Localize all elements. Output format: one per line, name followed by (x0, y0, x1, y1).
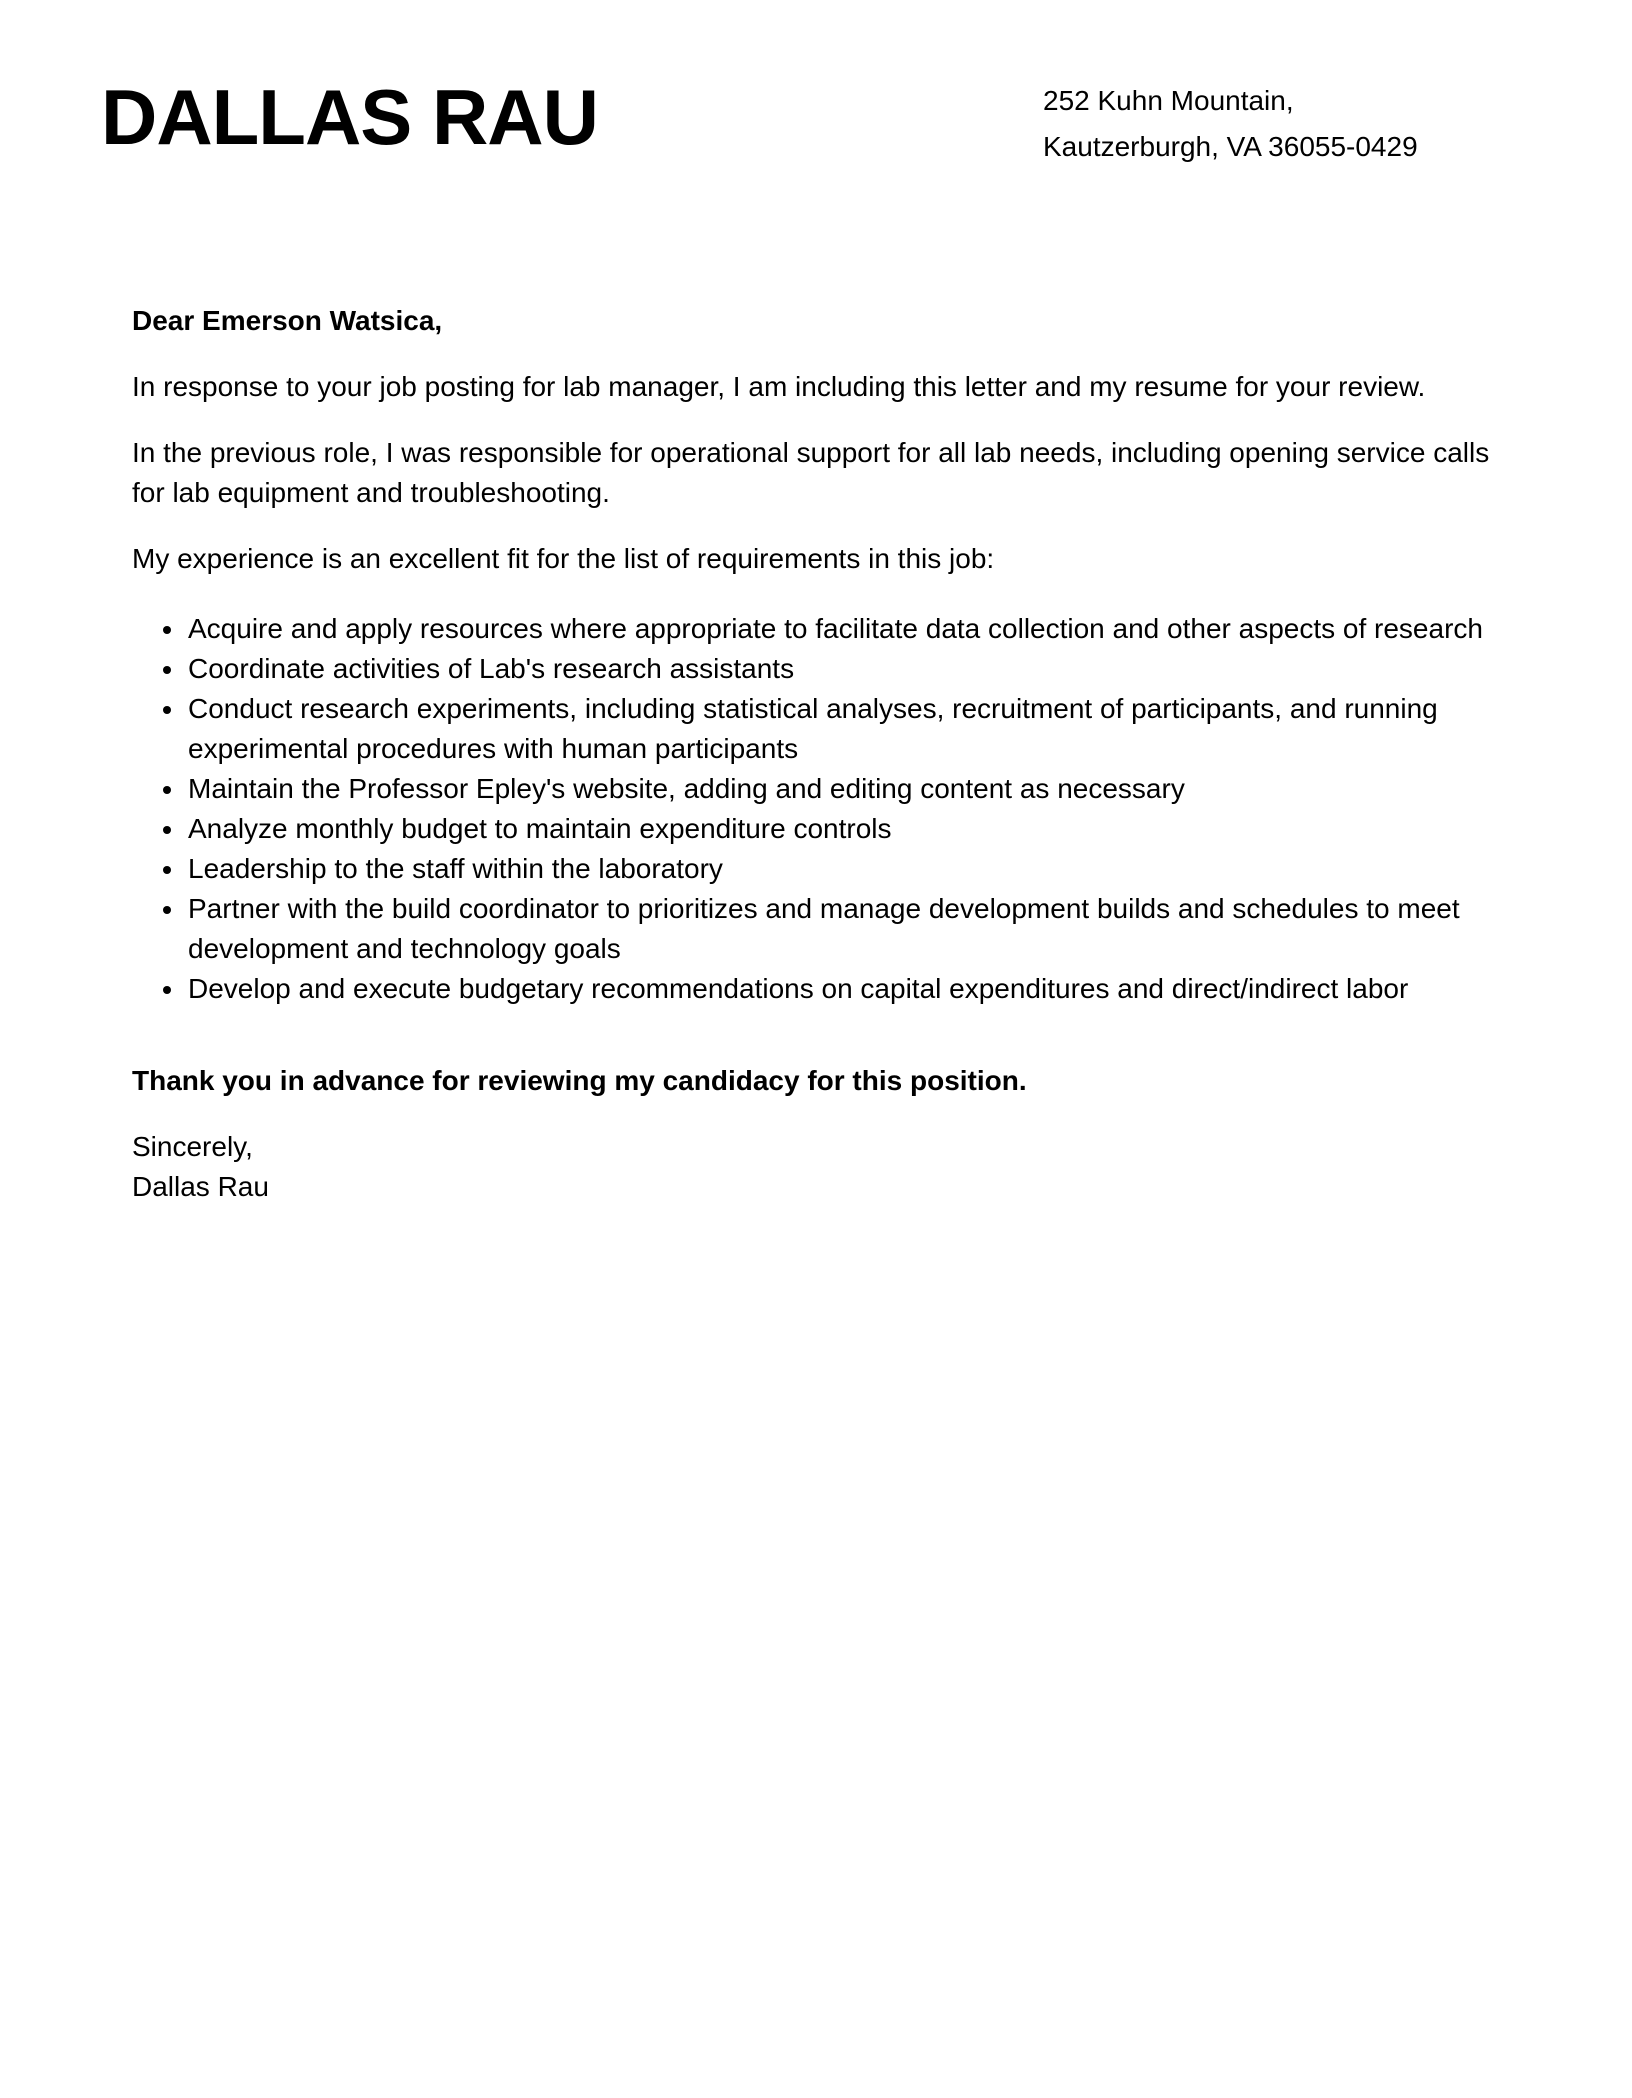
paragraph-previous-role: In the previous role, I was responsible for operational support for all lab needs, including opening service calls for lab equipment and troubleshooting. (132, 437, 1490, 508)
paragraph-experience-fit: My experience is an excellent fit for the list of requirements in this job: (132, 543, 995, 574)
requirement-item: • Coordinate activities of Lab's research assistants (186, 649, 1492, 689)
page-title: DALLAS RAU (101, 73, 598, 161)
requirement-item: • Conduct research experiments, including statistical analyses, recruitment of participants, and running experimental procedures with human participants (186, 689, 1492, 769)
address-line-2: Kautzerburgh, VA 36055-0429 (1043, 131, 1418, 162)
closing-statement: Thank you in advance for reviewing my candidacy for this position. (132, 1065, 1027, 1096)
requirements-list (132, 609, 1492, 1009)
signoff-block (132, 1127, 1492, 1207)
letter-body (132, 301, 1492, 1233)
requirement-item: • Partner with the build coordinator to prioritizes and manage development builds and schedules to meet development and technology goals (186, 889, 1492, 969)
signoff-word: Sincerely, (132, 1131, 253, 1162)
address-line-1: 252 Kuhn Mountain, (1043, 85, 1294, 116)
requirement-item: • Leadership to the staff within the laboratory (186, 849, 1492, 889)
requirement-item: • Analyze monthly budget to maintain expenditure controls (186, 809, 1492, 849)
greeting: Dear Emerson Watsica, (132, 305, 443, 336)
signature-name: Dallas Rau (132, 1171, 269, 1202)
sender-address (1043, 78, 1418, 170)
paragraph-intro: In response to your job posting for lab manager, I am including this letter and my resume for your review. (132, 371, 1426, 402)
requirement-item: • Develop and execute budgetary recommendations on capital expenditures and direct/indirect labor (186, 969, 1492, 1009)
requirement-item: • Maintain the Professor Epley's website, adding and editing content as necessary (186, 769, 1492, 809)
requirement-item: • Acquire and apply resources where appropriate to facilitate data collection and other aspects of research (186, 609, 1492, 649)
